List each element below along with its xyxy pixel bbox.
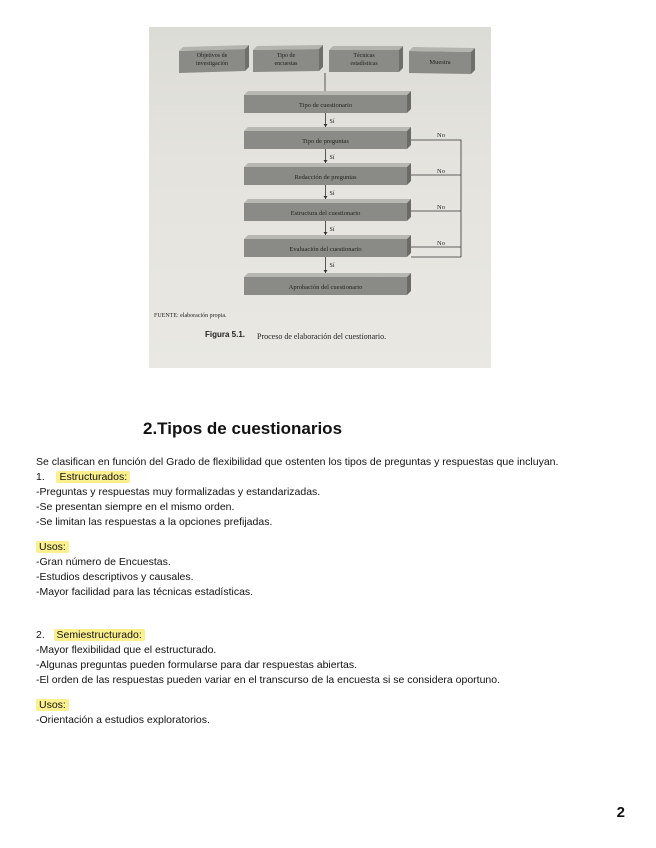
flow-step	[244, 199, 411, 221]
flow-step	[244, 163, 411, 185]
figure-caption-label: Figura 5.1.	[205, 330, 246, 339]
svg-text:Muestra: Muestra	[429, 59, 451, 66]
flow-step-label: Estructura del cuestionario	[290, 210, 361, 217]
section2-uses-line	[36, 698, 636, 713]
top-box-1	[179, 45, 249, 73]
flowchart-diagram	[149, 27, 491, 368]
section2-uses-title: Usos:	[36, 699, 69, 711]
flow-steps	[244, 73, 411, 295]
flow-step-label: Tipo de cuestionario	[298, 102, 353, 109]
no-labels	[437, 132, 445, 247]
top-box-3	[329, 46, 403, 72]
yes-label: Sí	[329, 119, 335, 125]
flow-step-label: Redacción de preguntas	[294, 174, 357, 181]
yes-label: Sí	[329, 227, 335, 233]
flow-step	[244, 127, 411, 149]
section1-use: -Estudios descriptivos y causales.	[36, 571, 194, 583]
section1-item: -Se limitan las respuestas a la opciones prefijadas.	[36, 516, 273, 528]
figure-caption-text: Proceso de elaboración del cuestionario.	[257, 332, 387, 341]
section1-use: -Mayor facilidad para las técnicas estadísticas.	[36, 586, 254, 598]
intro-paragraph: Se clasifican en función del Grado de flexibilidad que ostenten los tipos de preguntas y respuestas que incluyan.	[36, 456, 559, 468]
section2-title: Semiestructurado:	[54, 629, 145, 641]
section1-title: Estructurados:	[56, 471, 130, 483]
section2-title-line: 2. Semiestructurado:	[36, 628, 636, 643]
svg-text:Tipo de: Tipo de	[276, 53, 296, 59]
section2-item: -Algunas preguntas pueden formularse para dar respuestas abiertas.	[36, 659, 358, 671]
section1-use: -Gran número de Encuestas.	[36, 556, 171, 568]
flow-step	[244, 235, 411, 257]
section1-uses-title: Usos:	[36, 541, 69, 553]
section2-item: -Mayor flexibilidad que el estructurado.	[36, 644, 217, 656]
section1-item: -Se presentan siempre en el mismo orden.	[36, 501, 235, 513]
section1-uses-line	[36, 540, 636, 555]
flow-step	[244, 273, 411, 295]
figure-source: FUENTE: elaboración propia.	[154, 313, 227, 319]
flow-step-label: Tipo de preguntas	[302, 138, 349, 145]
svg-text:estadísticas: estadísticas	[350, 61, 378, 67]
feedback-lines	[411, 140, 461, 257]
no-label: No	[437, 168, 445, 175]
yes-label: Sí	[329, 191, 335, 197]
svg-text:encuestas: encuestas	[274, 61, 298, 67]
section1-title-line: 1. Estructurados:	[36, 470, 636, 485]
yes-label: Sí	[329, 155, 335, 161]
document-body	[36, 455, 636, 728]
flow-step-label: Evaluación del cuestionario	[289, 246, 362, 253]
top-box-4	[409, 47, 475, 74]
section2-item: -El orden de las respuestas pueden variar en el transcurso de la encuesta si se considera oportuno.	[36, 674, 501, 686]
top-box-1-label-a: Objetivos de	[196, 53, 228, 59]
flowchart-figure-photo	[149, 27, 491, 368]
flow-step-label: Aprobación del cuestionario	[288, 284, 363, 291]
section2-use: -Orientación a estudios exploratorios.	[36, 714, 210, 726]
no-label: No	[437, 132, 445, 139]
section1-item: -Preguntas y respuestas muy formalizadas y estandarizadas.	[36, 486, 321, 498]
top-box-2	[253, 45, 323, 72]
no-label: No	[437, 240, 445, 247]
flow-step	[244, 91, 411, 113]
page-number: 2	[616, 804, 625, 821]
section-heading: 2.Tipos de cuestionarios	[143, 419, 343, 438]
svg-text:Técnicas: Técnicas	[353, 53, 375, 59]
no-label: No	[437, 204, 445, 211]
yes-label: Sí	[329, 263, 335, 269]
top-box-1-label-b: investigación	[196, 61, 228, 67]
